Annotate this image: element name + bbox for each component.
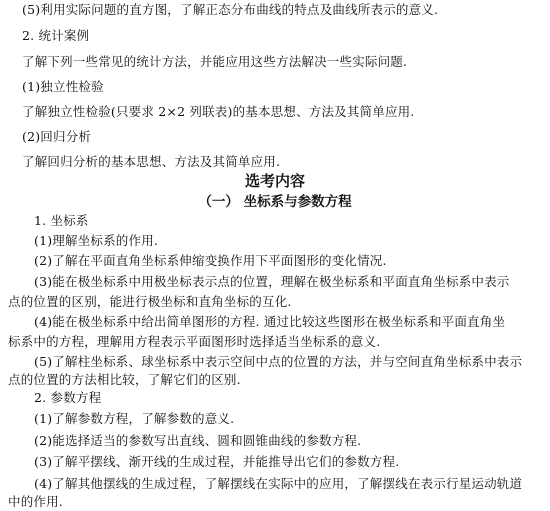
text-line: (3)能在极坐标系中用极坐标表示点的位置，理解在极坐标系和平面直角坐标系中表示 (34, 274, 510, 289)
section-title-parametric-equations: 2. 参数方程 (34, 390, 102, 405)
text-line: 点的位置的方法相比较，了解它们的区别. (8, 372, 241, 387)
text-line: (1)理解坐标系的作用. (34, 233, 159, 248)
subsection-title-regression: (2)回归分析 (22, 129, 92, 144)
text-line: 了解下列一些常见的统计方法，并能应用这些方法解决一些实际问题. (22, 54, 408, 69)
page-subheading: （一） 坐标系与参数方程 (198, 194, 352, 210)
text-line: (5)了解柱坐标系、球坐标系中表示空间中点的位置的方法，并与空间直角坐标系中表示 (34, 354, 523, 369)
text-line: 点的位置的区别，能进行极坐标和直角坐标的互化. (8, 294, 292, 309)
text-line: (5)利用实际问题的直方图，了解正态分布曲线的特点及曲线所表示的意义. (22, 2, 439, 17)
text-line: (2)了解在平面直角坐标系伸缩变换作用下平面图形的变化情况. (34, 253, 387, 268)
text-line: 了解独立性检验(只要求 2×2 列联表)的基本思想、方法及其简单应用. (22, 104, 415, 119)
text-line: 中的作用. (8, 494, 63, 509)
text-line: (4)能在极坐标系中给出简单图形的方程. 通过比较这些图形在极坐标系和平面直角坐 (34, 314, 506, 329)
text-line: (3)了解平摆线、渐开线的生成过程，并能推导出它们的参数方程. (34, 454, 400, 469)
subsection-title-independence-test: (1)独立性检验 (22, 79, 104, 94)
text-line: 了解回归分析的基本思想、方法及其简单应用. (22, 154, 281, 169)
text-line: (2)能选择适当的参数写出直线、圆和圆锥曲线的参数方程. (34, 433, 362, 448)
text-line: (1)了解参数方程，了解参数的意义. (34, 411, 235, 426)
text-line: (4)了解其他摆线的生成过程，了解摆线在实际中的应用，了解摆线在表示行星运动轨道 (34, 476, 523, 491)
page-heading: 选考内容 (244, 172, 305, 190)
section-title-statistics-cases: 2. 统计案例 (22, 28, 90, 43)
section-title-coordinate-system: 1. 坐标系 (34, 213, 89, 228)
text-line: 标系中的方程，理解用方程表示平面图形时选择适当坐标系的意义. (8, 334, 381, 349)
